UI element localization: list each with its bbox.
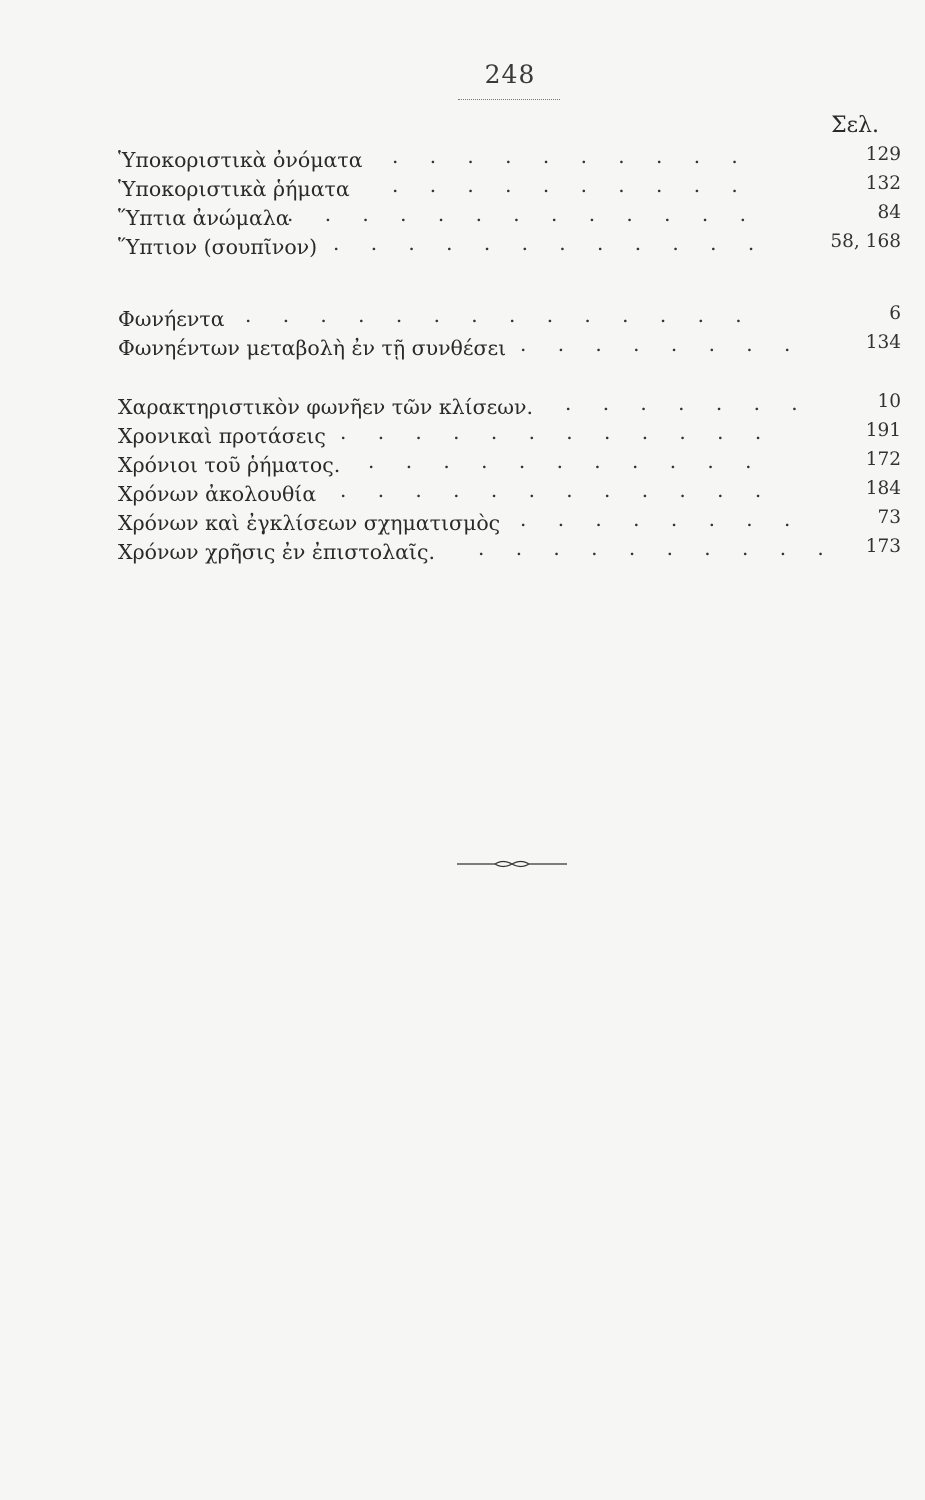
index-entry — [0, 538, 925, 567]
leader-dots: . . . . . . . . — [520, 332, 803, 356]
index-term: Χρόνων καὶ ἐγκλίσεων σχηματισμὸς — [118, 511, 501, 535]
index-term: Χαρακτηριστικὸν φωνῆεν τῶν κλίσεων. — [118, 395, 533, 419]
index-page-ref: 6 — [889, 303, 901, 324]
index-page-ref: 173 — [865, 536, 901, 557]
index-term: Χρόνων ἀκολουθία — [118, 482, 317, 506]
index-term: Φωνήεντα — [118, 307, 225, 331]
index-page-ref: 184 — [865, 478, 901, 499]
index-page-ref: 58, 168 — [830, 231, 901, 252]
index-term: Ὕπτια ἀνώμαλα — [118, 206, 290, 230]
leader-dots: . . . . . . . . . . . . . — [287, 202, 759, 226]
index-page-ref: 132 — [865, 173, 901, 194]
index-page-ref: 73 — [877, 507, 901, 528]
leader-dots: . . . . . . . . . . — [392, 144, 751, 168]
page-column-header: Σελ. — [831, 113, 879, 138]
index-term: Ὑποκοριστικὰ ῥήματα — [118, 177, 350, 201]
leader-dots: . . . . . . . . . . . . . . — [245, 303, 755, 327]
page-number: 248 — [484, 60, 536, 89]
index-page-ref: 84 — [877, 202, 901, 223]
index-term: Χρονικαὶ προτάσεις — [118, 424, 326, 448]
index-page-ref: 129 — [865, 144, 901, 165]
index-page-ref: 191 — [865, 420, 901, 441]
leader-dots: . . . . . . . . . . — [392, 173, 751, 197]
page-number-rule — [458, 99, 560, 100]
index-term: Χρόνιοι τοῦ ῥήματος. — [118, 453, 341, 477]
index-group-chi — [0, 393, 925, 567]
leader-dots: . . . . . . . . — [520, 507, 803, 531]
index-group-upsilon — [0, 146, 925, 262]
index-group-phi — [0, 305, 925, 363]
index-page-ref: 134 — [865, 332, 901, 353]
index-term: Ὕπτιον (σουπῖνον) — [118, 235, 318, 259]
leader-dots: . . . . . . . . . . . . — [333, 231, 767, 255]
end-ornament-icon — [457, 856, 567, 872]
leader-dots: . . . . . . . — [565, 391, 811, 415]
index-page-ref: 10 — [877, 391, 901, 412]
leader-dots: . . . . . . . . . . . . — [340, 478, 774, 502]
index-term: Χρόνων χρῆσις ἐν ἐπιστολαῖς. — [118, 540, 435, 564]
index-page-ref: 172 — [865, 449, 901, 470]
index-term: Φωνηέντων μεταβολὴ ἐν τῇ συνθέσει — [118, 336, 507, 360]
leader-dots: . . . . . . . . . . . — [368, 449, 765, 473]
index-entry — [0, 334, 925, 363]
leader-dots: . . . . . . . . . . . . — [340, 420, 774, 444]
index-term: Ὑποκοριστικὰ ὀνόματα — [118, 148, 363, 172]
index-entry — [0, 233, 925, 262]
leader-dots: . . . . . . . . . . — [478, 536, 837, 560]
